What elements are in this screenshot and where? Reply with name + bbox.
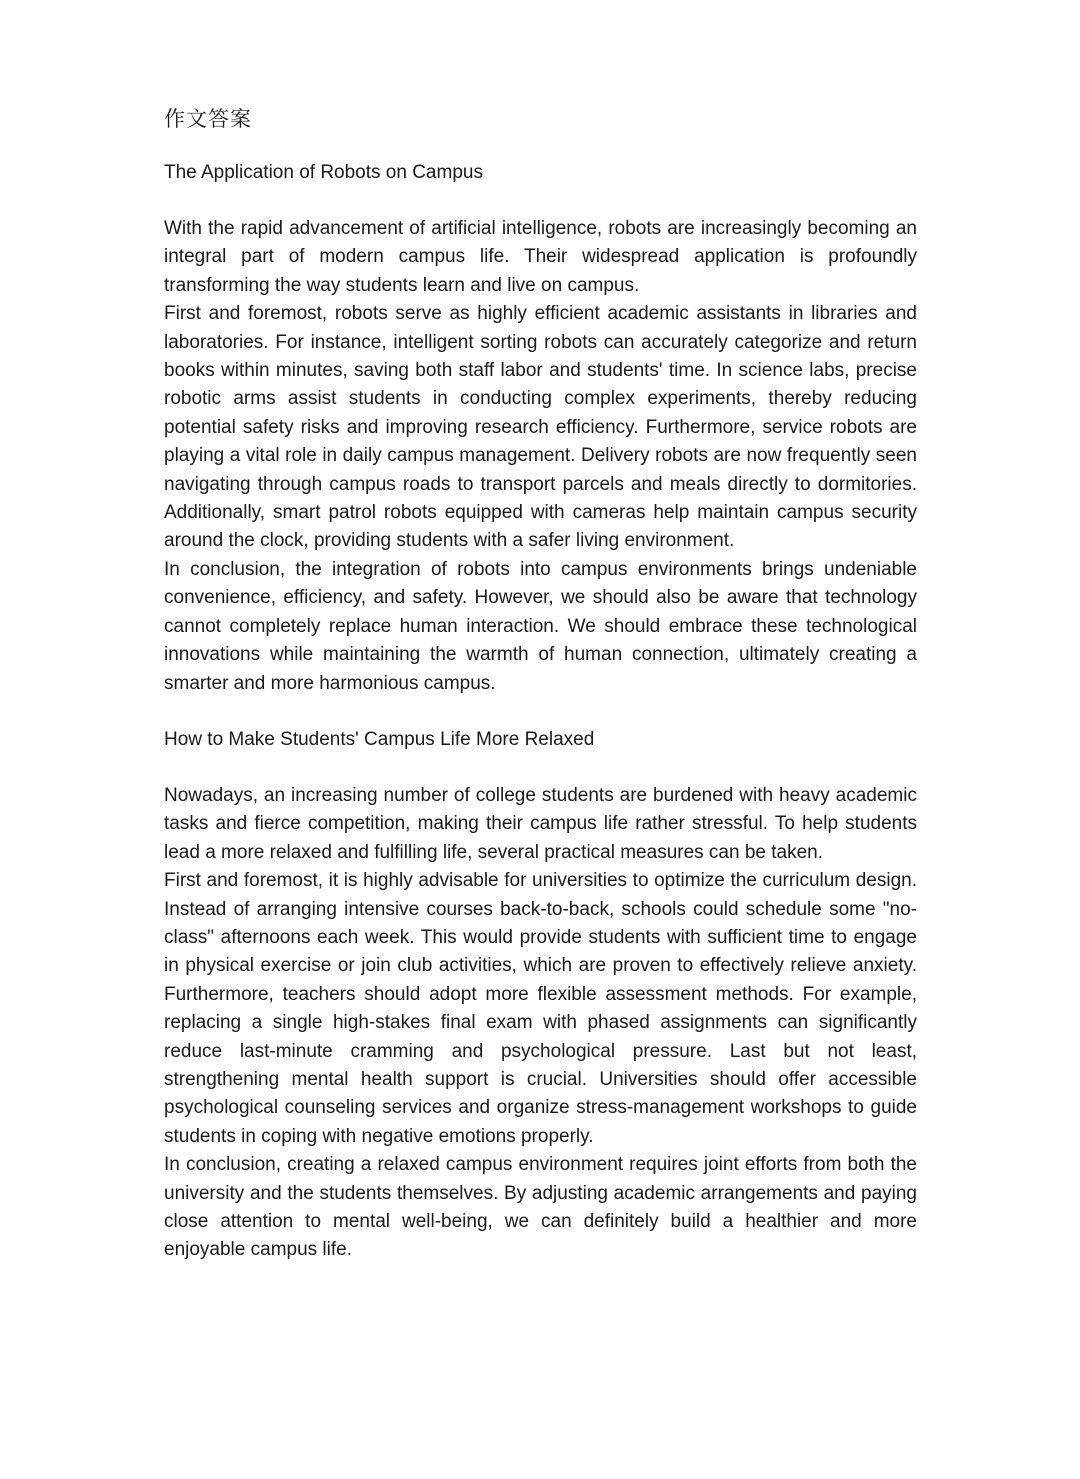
essay-paragraph: First and foremost, robots serve as highly efficient academic assistants in libraries and laboratories. For instance, intelligent sorting robots can accurately categorize and return books within minutes, saving both staff labor and students' time. In science labs, precise robotic arms assist students in conducting complex experiments, thereby reducing potential safety risks and improving research efficiency. Furthermore, service robots are playing a vital role in daily campus management. Delivery robots are now frequently seen navigating through campus roads to transport parcels and meals directly to dormitories. Additionally, smart patrol robots equipped with cameras help maintain campus security around the clock, providing students with a safer living environment.: [164, 303, 917, 552]
essay-paragraph: In conclusion, creating a relaxed campus environment requires joint efforts from both the university and the students themselves. By adjusting academic arrangements and paying close attention to mental well-being, we can definitely build a healthier and more enjoyable campus life.: [164, 1154, 917, 1261]
page-heading: 作文答案: [164, 107, 252, 131]
essay-title: How to Make Students' Campus Life More Relaxed: [164, 728, 595, 750]
essay-title: The Application of Robots on Campus: [164, 162, 483, 183]
essay-paragraph: In conclusion, the integration of robots into campus environments brings undeniable convenience, efficiency, and safety. However, we should also be aware that technology cannot completely replace human interaction. We should embrace these technological innovations while maintaining the warmth of human connection, ultimately creating a smarter and more harmonious campus.: [164, 558, 917, 694]
essay-paragraph: Nowadays, an increasing number of college students are burdened with heavy academic tasks and fierce competition, making their campus life rather stressful. To help students lead a more relaxed and fulfilling life, several practical measures can be taken.: [164, 784, 917, 863]
essay-paragraph: First and foremost, it is highly advisable for universities to optimize the curriculum design. Instead of arranging intensive courses back-to-back, schools could schedule some "no-class" afternoons each week. This would provide students with sufficient time to engage in physical exercise or join club activities, which are proven to effectively relieve anxiety. Furthermore, teachers should adopt more flexible assessment methods. For example, replacing a single high-stakes final exam with phased assignments can significantly reduce last-minute cramming and psychological pressure. Last but not least, strengthening mental health support is crucial. Universities should offer accessible psychological counseling services and organize stress-management workshops to guide students in coping with negative emotions properly.: [164, 870, 917, 1147]
document-page: [164, 103, 917, 1293]
essay-robots: [164, 159, 917, 698]
essay-relaxed-campus: [164, 726, 917, 1265]
essay-paragraph: With the rapid advancement of artificial intelligence, robots are increasingly becoming an integral part of modern campus life. Their widespread application is profoundly transforming the way students learn and live on campus.: [164, 218, 917, 296]
